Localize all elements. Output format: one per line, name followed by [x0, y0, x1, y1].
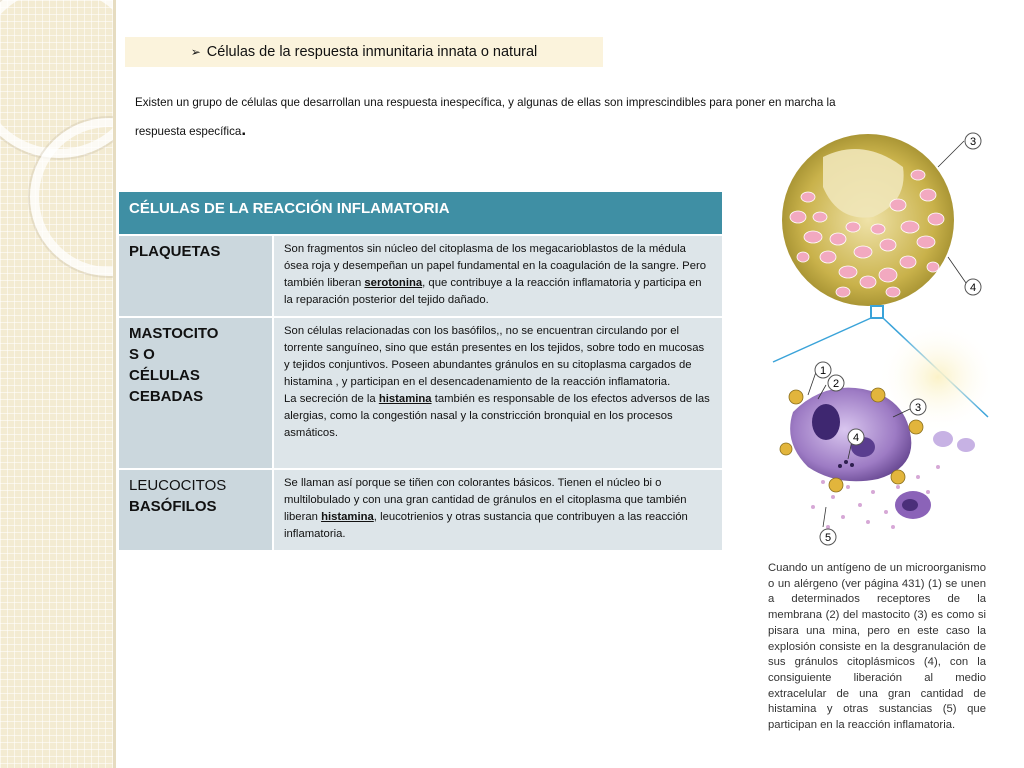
callout-number	[828, 375, 844, 391]
svg-text:3: 3	[969, 136, 977, 148]
svg-text:3: 3	[914, 402, 922, 414]
arrow-bullet-icon: ➢	[190, 45, 201, 59]
svg-text:2: 2	[832, 378, 840, 390]
section-heading	[125, 37, 603, 67]
table-row	[118, 235, 723, 317]
keyword-histamina: histamina	[378, 393, 432, 405]
row-desc-basofilos: Se llaman así porque se tiñen con colorantes básicos. Tienen el núcleo bi o multilobulado y con una gran cantidad de gránulos en el citoplasma que también liberan histamina, leucotrienios y otras sustancia que contribuyen a las reacción inflamatoria.	[273, 469, 723, 551]
callout-number	[965, 133, 981, 149]
table-row	[118, 317, 723, 469]
callout-number	[815, 362, 831, 378]
svg-text:4: 4	[969, 282, 977, 294]
svg-text:4: 4	[852, 432, 860, 444]
mast-cell-illustration	[768, 127, 990, 552]
inflammatory-cells-table	[117, 190, 724, 552]
svg-text:5: 5	[824, 532, 832, 544]
mast-cell-overview	[782, 134, 954, 318]
callout-number	[910, 399, 926, 415]
figure-caption: Cuando un antígeno de un microorganismo o un alérgeno (ver página 431) (1) se unen a determinados receptores de la membrana (2) del mastocito (3) es como si pisara una mina, pero en este caso la explosión consiste en la desgranulación de sus gránulos citoplásmicos (4), con la consiguiente liberación al medio extracelular de una gran cantidad de histamina y otras sustancias (5) que participan en la reacción inflamatoria.	[768, 562, 986, 732]
section-heading-text: Células de la respuesta inmunitaria innata o natural	[206, 44, 538, 60]
keyword-serotonina: serotonina	[364, 277, 423, 289]
callout-number	[965, 279, 981, 295]
decorative-side-panel	[0, 0, 113, 768]
keyword-histamina: histamina	[321, 511, 374, 523]
svg-text:1: 1	[819, 365, 827, 377]
row-name-basofilos: LEUCOCITOS BASÓFILOS	[118, 469, 273, 551]
row-name-plaquetas: PLAQUETAS	[118, 235, 273, 317]
table-row	[118, 469, 723, 551]
callout-number	[848, 429, 864, 445]
intro-paragraph: Existen un grupo de células que desarrollan una respuesta inespecífica, y algunas de ellas son imprescindibles para poner en marcha la respuesta específica.	[135, 96, 836, 139]
table-header: CÉLULAS DE LA REACCIÓN INFLAMATORIA	[118, 191, 723, 235]
row-name-mastocitos: MASTOCITO S O CÉLULAS CEBADAS	[118, 317, 273, 469]
row-desc-mastocitos: Son células relacionadas con los basófilos,, no se encuentran circulando por el torrente sanguíneo, sino que están presentes en los tejidos, sobre todo en mucosas y tejidos conjuntivos. Poseen abundantes gránulos en su citoplasma cargados de histamina , y participan en el desencadenamiento de la reacción inflamatoria. La secreción de la histamina también es responsable de los efectos adversos de las alergias, como la congestión nasal y la constricción bronquial en los procesos asmáticos.	[273, 317, 723, 469]
side-panel-border	[113, 0, 116, 768]
callout-number	[820, 529, 836, 545]
row-desc-plaquetas: Son fragmentos sin núcleo del citoplasma de los megacarioblastos de la médula ósea roja y desempeñan un papel fundamental en la coagulación de la sangre. Pero también liberan serotonina, que contribuye a la reacción inflamatoria y participa en la reparación posterior del tejido dañado.	[273, 235, 723, 317]
